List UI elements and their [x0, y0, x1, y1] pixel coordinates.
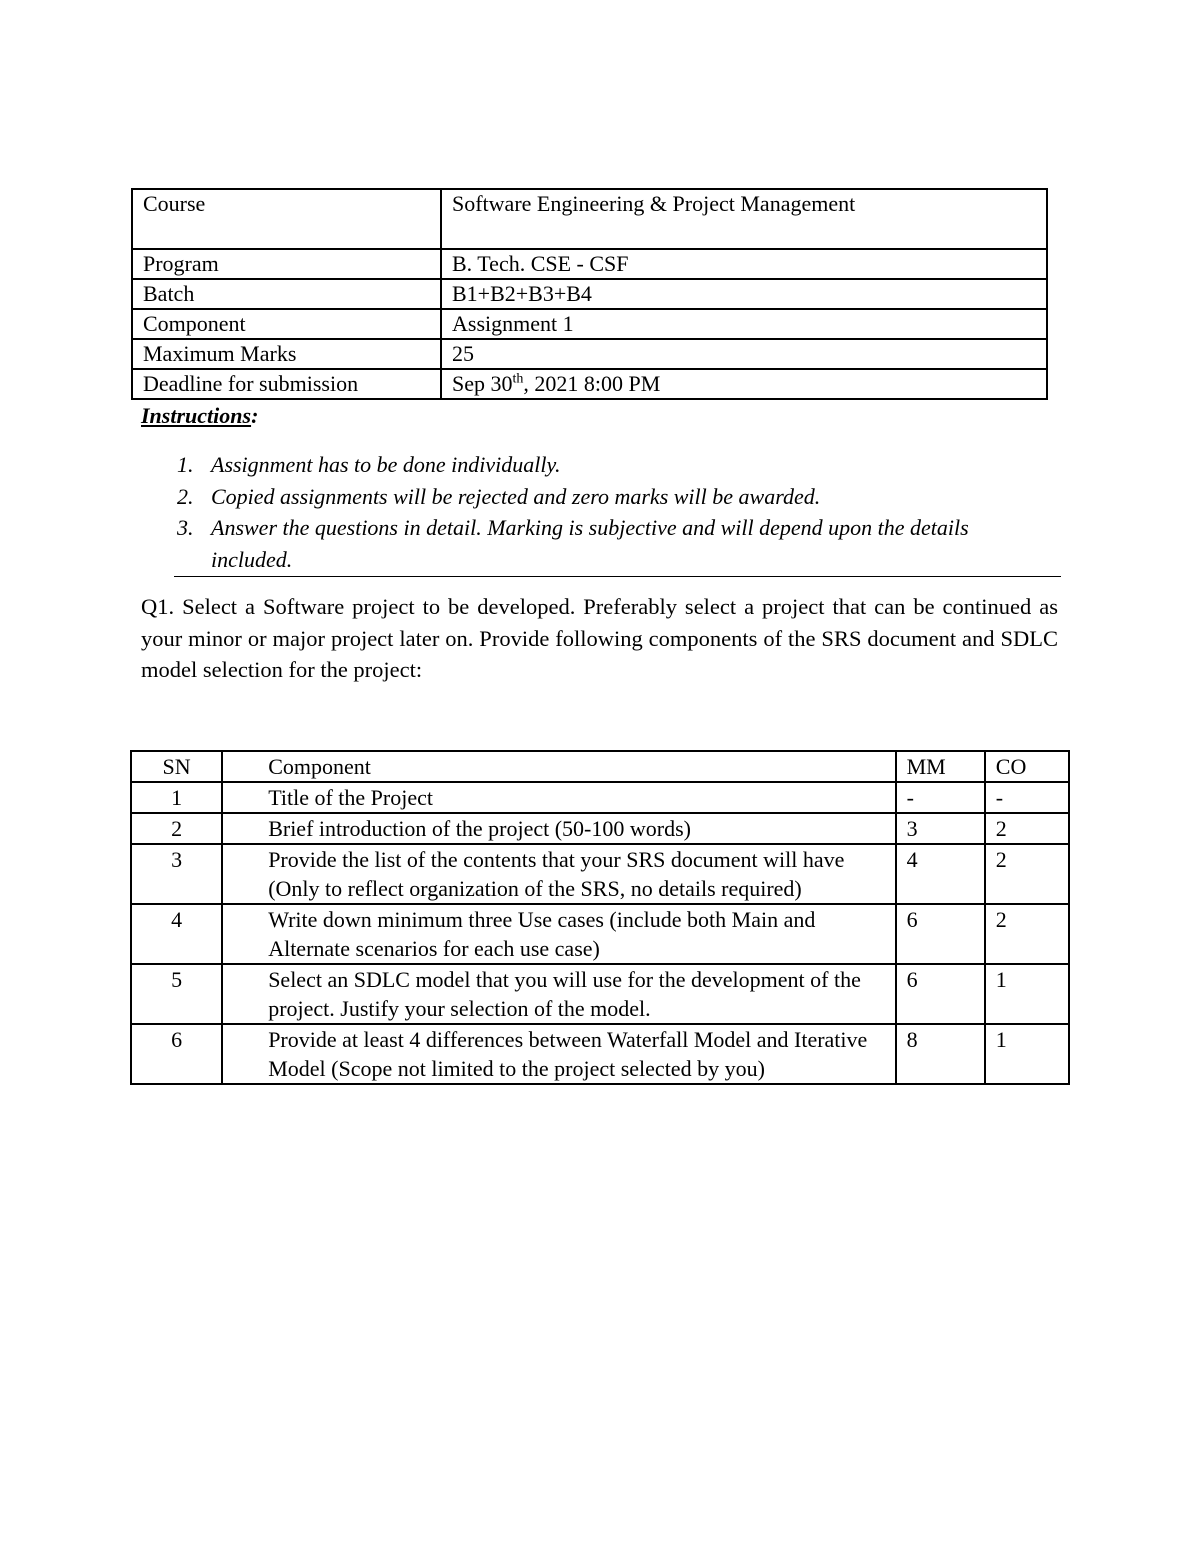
components-table [130, 750, 1070, 1085]
instruction-number: 2. [177, 483, 194, 509]
row-co: 2 [985, 844, 1069, 904]
instructions-list [174, 449, 1054, 575]
row-mm: 6 [896, 904, 985, 964]
info-row-component [132, 309, 1047, 339]
instruction-text: Copied assignments will be rejected and zero marks will be awarded. [211, 483, 821, 509]
info-row-batch [132, 279, 1047, 309]
instruction-text: Assignment has to be done individually. [211, 452, 561, 477]
row-sn: 2 [131, 813, 222, 844]
row-component: Provide the list of the contents that your SRS document will have (Only to reflect organization of the SRS, no details required) [222, 844, 895, 904]
row-sn: 5 [131, 964, 222, 1024]
row-component: Write down minimum three Use cases (include both Main and Alternate scenarios for each use case) [222, 904, 895, 964]
instruction-number: 3. [177, 515, 194, 540]
header-mm: MM [896, 751, 985, 782]
instruction-item [174, 449, 1054, 481]
batch-value: B1+B2+B3+B4 [441, 279, 1047, 309]
row-sn: 4 [131, 904, 222, 964]
info-row-course [132, 189, 1047, 249]
component-label: Component [132, 309, 441, 339]
instruction-number: 1. [177, 452, 194, 477]
instruction-item [174, 512, 1054, 575]
batch-label: Batch [132, 279, 441, 309]
row-co: - [985, 782, 1069, 813]
header-co: CO [985, 751, 1069, 782]
row-component: Provide at least 4 differences between Waterfall Model and Iterative Model (Scope not limited to the project selected by you) [222, 1024, 895, 1084]
program-value: B. Tech. CSE - CSF [441, 249, 1047, 279]
deadline-date: Sep 30 [452, 371, 513, 396]
row-mm: 4 [896, 844, 985, 904]
max-marks-label: Maximum Marks [132, 339, 441, 369]
row-mm: - [896, 782, 985, 813]
row-sn: 1 [131, 782, 222, 813]
row-mm: 3 [896, 813, 985, 844]
horizontal-divider [174, 576, 1061, 577]
row-mm: 6 [896, 964, 985, 1024]
table-row [131, 904, 1069, 964]
deadline-label: Deadline for submission [132, 369, 441, 399]
row-co: 2 [985, 904, 1069, 964]
row-co: 2 [985, 813, 1069, 844]
table-row [131, 813, 1069, 844]
component-value: Assignment 1 [441, 309, 1047, 339]
row-mm: 8 [896, 1024, 985, 1084]
row-co: 1 [985, 964, 1069, 1024]
question-text: Q1. Select a Software project to be developed. Preferably select a project that can be continued as your minor or major project later on. Provide following components of the SRS document and SDLC model selection for the project: [141, 594, 1058, 682]
course-label: Course [132, 189, 441, 249]
instruction-text: Answer the questions in detail. Marking is subjective and will depend upon the details included. [211, 515, 969, 572]
instruction-item [174, 481, 1054, 513]
table-row [131, 782, 1069, 813]
table-row [131, 964, 1069, 1024]
row-component: Title of the Project [222, 782, 895, 813]
info-row-deadline [132, 369, 1047, 399]
course-info-table [131, 188, 1048, 400]
max-marks-value: 25 [441, 339, 1047, 369]
instructions-heading-text: Instructions [141, 403, 252, 428]
info-row-max-marks [132, 339, 1047, 369]
row-co: 1 [985, 1024, 1069, 1084]
row-sn: 6 [131, 1024, 222, 1084]
deadline-year-time: , 2021 8:00 PM [523, 371, 661, 396]
course-value: Software Engineering & Project Management [441, 189, 1047, 249]
info-row-program [132, 249, 1047, 279]
instructions-heading-colon: : [251, 403, 259, 428]
instructions-heading [141, 403, 258, 429]
header-sn: SN [131, 751, 222, 782]
table-row [131, 1024, 1069, 1084]
deadline-ordinal: th [512, 371, 524, 387]
program-label: Program [132, 249, 441, 279]
table-header-row [131, 751, 1069, 782]
deadline-value [441, 369, 1047, 399]
table-row [131, 844, 1069, 904]
row-sn: 3 [131, 844, 222, 904]
row-component: Select an SDLC model that you will use for the development of the project. Justify your selection of the model. [222, 964, 895, 1024]
row-component: Brief introduction of the project (50-100 words) [222, 813, 895, 844]
header-component: Component [222, 751, 895, 782]
